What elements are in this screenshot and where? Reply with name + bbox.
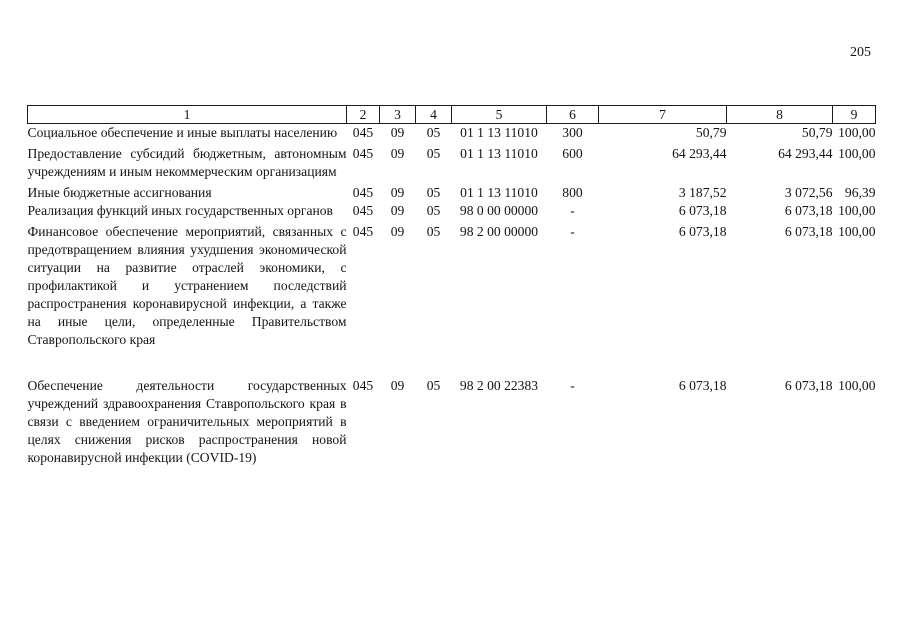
planned-amount: 3 187,52: [678, 185, 727, 200]
page-number: 205: [850, 45, 871, 60]
target-article-code: 98 2 00 00000: [459, 224, 539, 239]
expense-type-code: 600: [562, 146, 583, 161]
table-row: [28, 377, 876, 467]
target-article-code: 01 1 13 11010: [460, 125, 538, 140]
section-code: 09: [390, 224, 405, 239]
execution-percent: 100,00: [838, 146, 876, 161]
target-article-code: 01 1 13 11010: [460, 185, 538, 200]
expense-type-code: -: [570, 378, 575, 393]
target-article-code: 98 2 00 22383: [459, 378, 539, 393]
expense-type-code: -: [570, 203, 575, 218]
ministry-code: 045: [352, 203, 374, 218]
header-cell: 8: [727, 106, 833, 124]
expense-type-code: 800: [562, 185, 583, 200]
table-header-row: [28, 106, 876, 124]
budget-table: [27, 105, 876, 467]
section-code: 09: [390, 378, 405, 393]
subsection-code: 05: [426, 125, 441, 140]
subsection-code: 05: [426, 378, 441, 393]
execution-percent: 100,00: [838, 125, 876, 140]
item-name: Иные бюджетные ассигнования: [27, 185, 212, 200]
executed-amount: 3 072,56: [784, 185, 833, 200]
executed-amount: 64 293,44: [778, 146, 833, 161]
ministry-code: 045: [352, 146, 374, 161]
planned-amount: 6 073,18: [678, 203, 727, 218]
ministry-code: 045: [352, 185, 374, 200]
ministry-code: 045: [352, 224, 374, 239]
header-cell: 5: [452, 106, 547, 124]
header-cell: 7: [599, 106, 727, 124]
section-code: 09: [390, 146, 405, 161]
header-cell: 3: [380, 106, 416, 124]
header-cell: 4: [416, 106, 452, 124]
item-name: Обеспечение деятельности государственных учреждений здравоохранения Ставропольского края в связи с введением ограничительных мероприятий в целях снижения рисков распространения новой коронавирусной инфекции (COVID-19): [27, 378, 347, 465]
executed-amount: 6 073,18: [784, 378, 833, 393]
execution-percent: 96,39: [844, 185, 876, 200]
target-article-code: 01 1 13 11010: [460, 146, 538, 161]
table-row: [28, 223, 876, 349]
execution-percent: 100,00: [838, 203, 876, 218]
item-name: Предоставление субсидий бюджетным, автономным учреждениям и иным некоммерческим организациям: [27, 146, 347, 179]
planned-amount: 6 073,18: [678, 378, 727, 393]
execution-percent: 100,00: [838, 378, 876, 393]
subsection-code: 05: [426, 203, 441, 218]
target-article-code: 98 0 00 00000: [459, 203, 539, 218]
table-row: [28, 124, 876, 143]
subsection-code: 05: [426, 185, 441, 200]
planned-amount: 64 293,44: [672, 146, 727, 161]
executed-amount: 6 073,18: [784, 203, 833, 218]
planned-amount: 50,79: [695, 125, 727, 140]
item-name: Реализация функций иных государственных органов: [27, 203, 333, 218]
section-code: 09: [390, 203, 405, 218]
header-cell: 6: [547, 106, 599, 124]
item-name: Финансовое обеспечение мероприятий, связанных с предотвращением влияния ухудшения экономической ситуации на развитие отраслей экономики, с профилактикой и устранением последствий распространения коронавирусной инфекции, а также на иные цели, определенные Правительством Ставропольского края: [27, 224, 347, 347]
header-cell: 9: [833, 106, 876, 124]
subsection-code: 05: [426, 224, 441, 239]
table-row: [28, 145, 876, 181]
header-cell: 1: [28, 106, 347, 124]
item-name: Социальное обеспечение и иные выплаты населению: [27, 125, 338, 140]
section-code: 09: [390, 185, 405, 200]
planned-amount: 6 073,18: [678, 224, 727, 239]
execution-percent: 100,00: [838, 224, 876, 239]
expense-type-code: 300: [562, 125, 583, 140]
ministry-code: 045: [352, 378, 374, 393]
table-row: [28, 184, 876, 202]
executed-amount: 50,79: [801, 125, 833, 140]
executed-amount: 6 073,18: [784, 224, 833, 239]
section-code: 09: [390, 125, 405, 140]
expense-type-code: -: [570, 224, 575, 239]
table-row: [28, 202, 876, 220]
subsection-code: 05: [426, 146, 441, 161]
ministry-code: 045: [352, 125, 374, 140]
header-cell: 2: [347, 106, 380, 124]
